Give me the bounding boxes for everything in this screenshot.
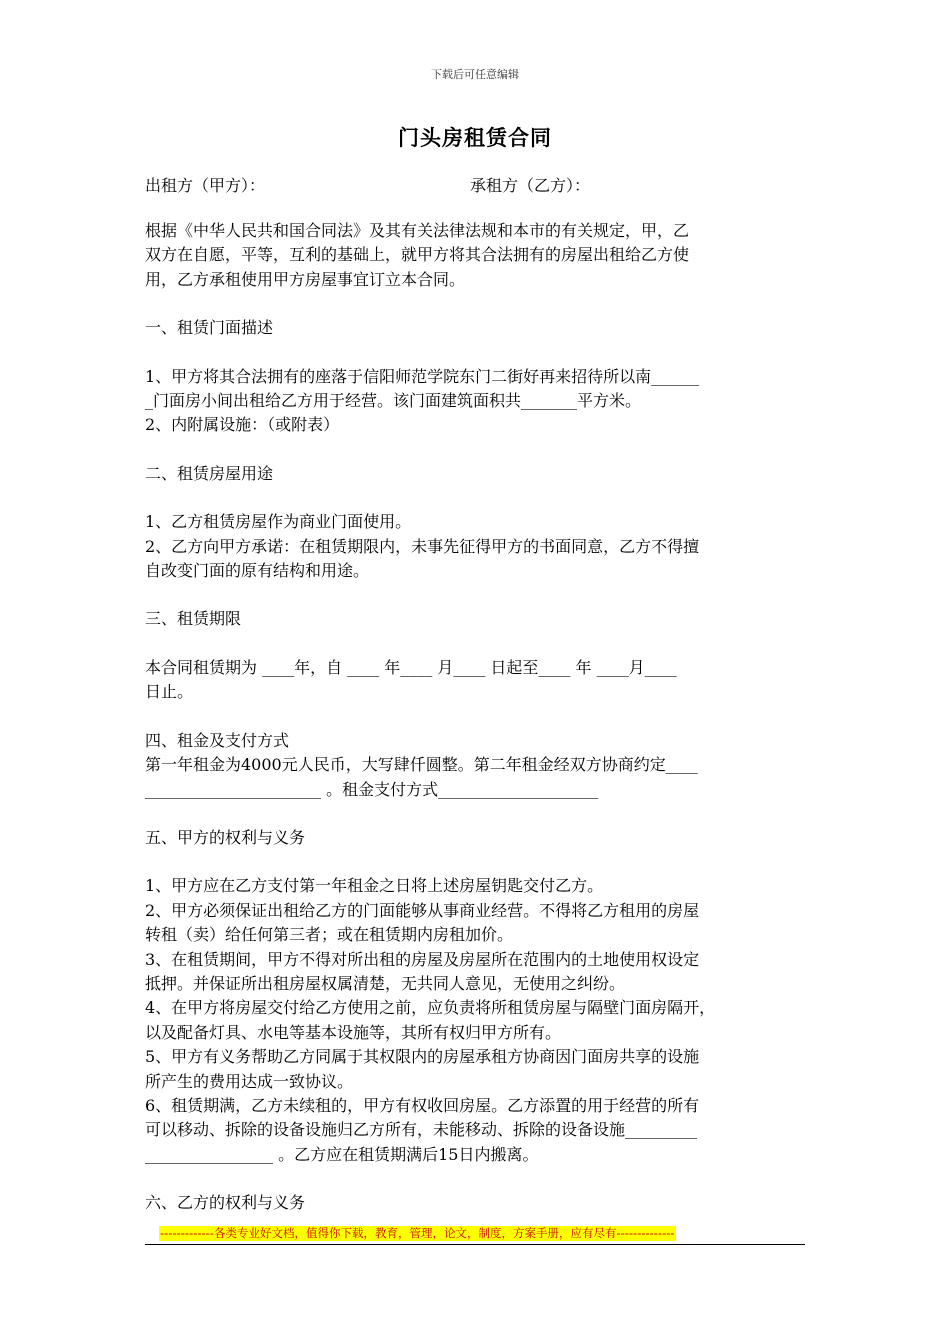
clause-line: 6、租赁期满，乙方未续租的，甲方有权收回房屋。乙方添置的用于经营的所有	[145, 1095, 700, 1115]
clause-line: 1、甲方将其合法拥有的座落于信阳师范学院东门二街好再来招待所以南______	[145, 366, 700, 386]
clause-line: 以及配备灯具、水电等基本设施等，其所有权归甲方所有。	[145, 1022, 562, 1042]
section-heading: 一、租赁门面描述	[145, 318, 274, 338]
section-6	[145, 1191, 810, 1215]
section-2	[145, 462, 810, 584]
section-heading: 二、租赁房屋用途	[145, 463, 274, 483]
clause-line: 1、甲方应在乙方支付第一年租金之日将上述房屋钥匙交付乙方。	[145, 876, 604, 896]
clause-line: 3、在租赁期间，甲方不得对所出租的房屋及房屋所在范围内的土地使用权设定	[145, 949, 700, 969]
footer-banner-text: -------------各类专业好文档，值得你下载，教育，管理，论文，制度，方案手册，应有尽有--------------	[160, 1226, 675, 1240]
clause-line: 2、内附属设施：（或附表）	[145, 415, 340, 435]
clause-line: ______________________ 。租金支付方式____________________	[145, 779, 599, 799]
clause-line: 4、在甲方将房屋交付给乙方使用之前，应负责将所租赁房屋与隔壁门面房隔开，	[145, 998, 716, 1018]
page-header: 下载后可任意编辑	[431, 68, 519, 81]
clause-line: 本合同租赁期为 ____年，自 ____ 年____ 月____ 日起至____ 年 ____月____	[145, 657, 677, 677]
clause-line: 转租（卖）给任何第三者；或在租赁期内房租加价。	[145, 925, 514, 945]
lessee-label: 承租方（乙方）：	[470, 176, 591, 195]
clause-line: ________________ 。乙方应在租赁期满后15日内搬离。	[145, 1144, 539, 1164]
intro-line: 双方在自愿，平等，互利的基础上，就甲方将其合法拥有的房屋出租给乙方使	[145, 245, 690, 265]
clause-line: 5、甲方有义务帮助乙方同属于其权限内的房屋承租方协商因门面房共享的设施	[145, 1047, 700, 1067]
section-5	[145, 826, 810, 1167]
section-1	[145, 316, 810, 438]
section-heading: 三、租赁期限	[145, 609, 242, 629]
clause-line: 1、乙方租赁房屋作为商业门面使用。	[145, 512, 412, 532]
clause-line: _门面房小间出租给乙方用于经营。该门面建筑面积共_______平方米。	[145, 391, 642, 411]
section-heading: 四、租金及支付方式	[145, 730, 290, 750]
clause-line: 所产生的费用达成一致协议。	[145, 1071, 354, 1091]
intro-line: 根据《中华人民共和国合同法》及其有关法律法规和本市的有关规定，甲，乙	[145, 221, 690, 240]
clause-line: 第一年租金为4000元人民币，大写肆仟圆整。第二年租金经双方协商约定____	[145, 755, 698, 775]
clause-line: 自改变门面的原有结构和用途。	[145, 561, 370, 581]
clause-line: 2、甲方必须保证出租给乙方的门面能够从事商业经营。不得将乙方租用的房屋	[145, 900, 700, 920]
clause-line: 2、乙方向甲方承诺：在租赁期限内，未事先征得甲方的书面同意，乙方不得擅	[145, 536, 700, 556]
section-heading: 五、甲方的权利与义务	[145, 827, 306, 847]
section-4	[145, 729, 810, 802]
document-title: 门头房租赁合同	[398, 125, 552, 150]
clause-line: 日止。	[145, 682, 194, 702]
lessor-label: 出租方（甲方）：	[145, 176, 266, 195]
section-heading: 六、乙方的权利与义务	[145, 1193, 306, 1213]
footer-bar	[145, 1226, 805, 1245]
intro-line: 用，乙方承租使用甲方房屋事宜订立本合同。	[145, 269, 466, 289]
intro-paragraph	[145, 219, 810, 292]
contract-body	[145, 219, 810, 1216]
clause-line: 可以移动、拆除的设备设施归乙方所有，未能移动、拆除的设备设施_________	[145, 1120, 698, 1140]
section-3	[145, 607, 810, 704]
clause-line: 抵押。并保证所出租房屋权属清楚，无共同人意见，无使用之纠纷。	[145, 973, 626, 993]
parties-line	[145, 174, 815, 198]
